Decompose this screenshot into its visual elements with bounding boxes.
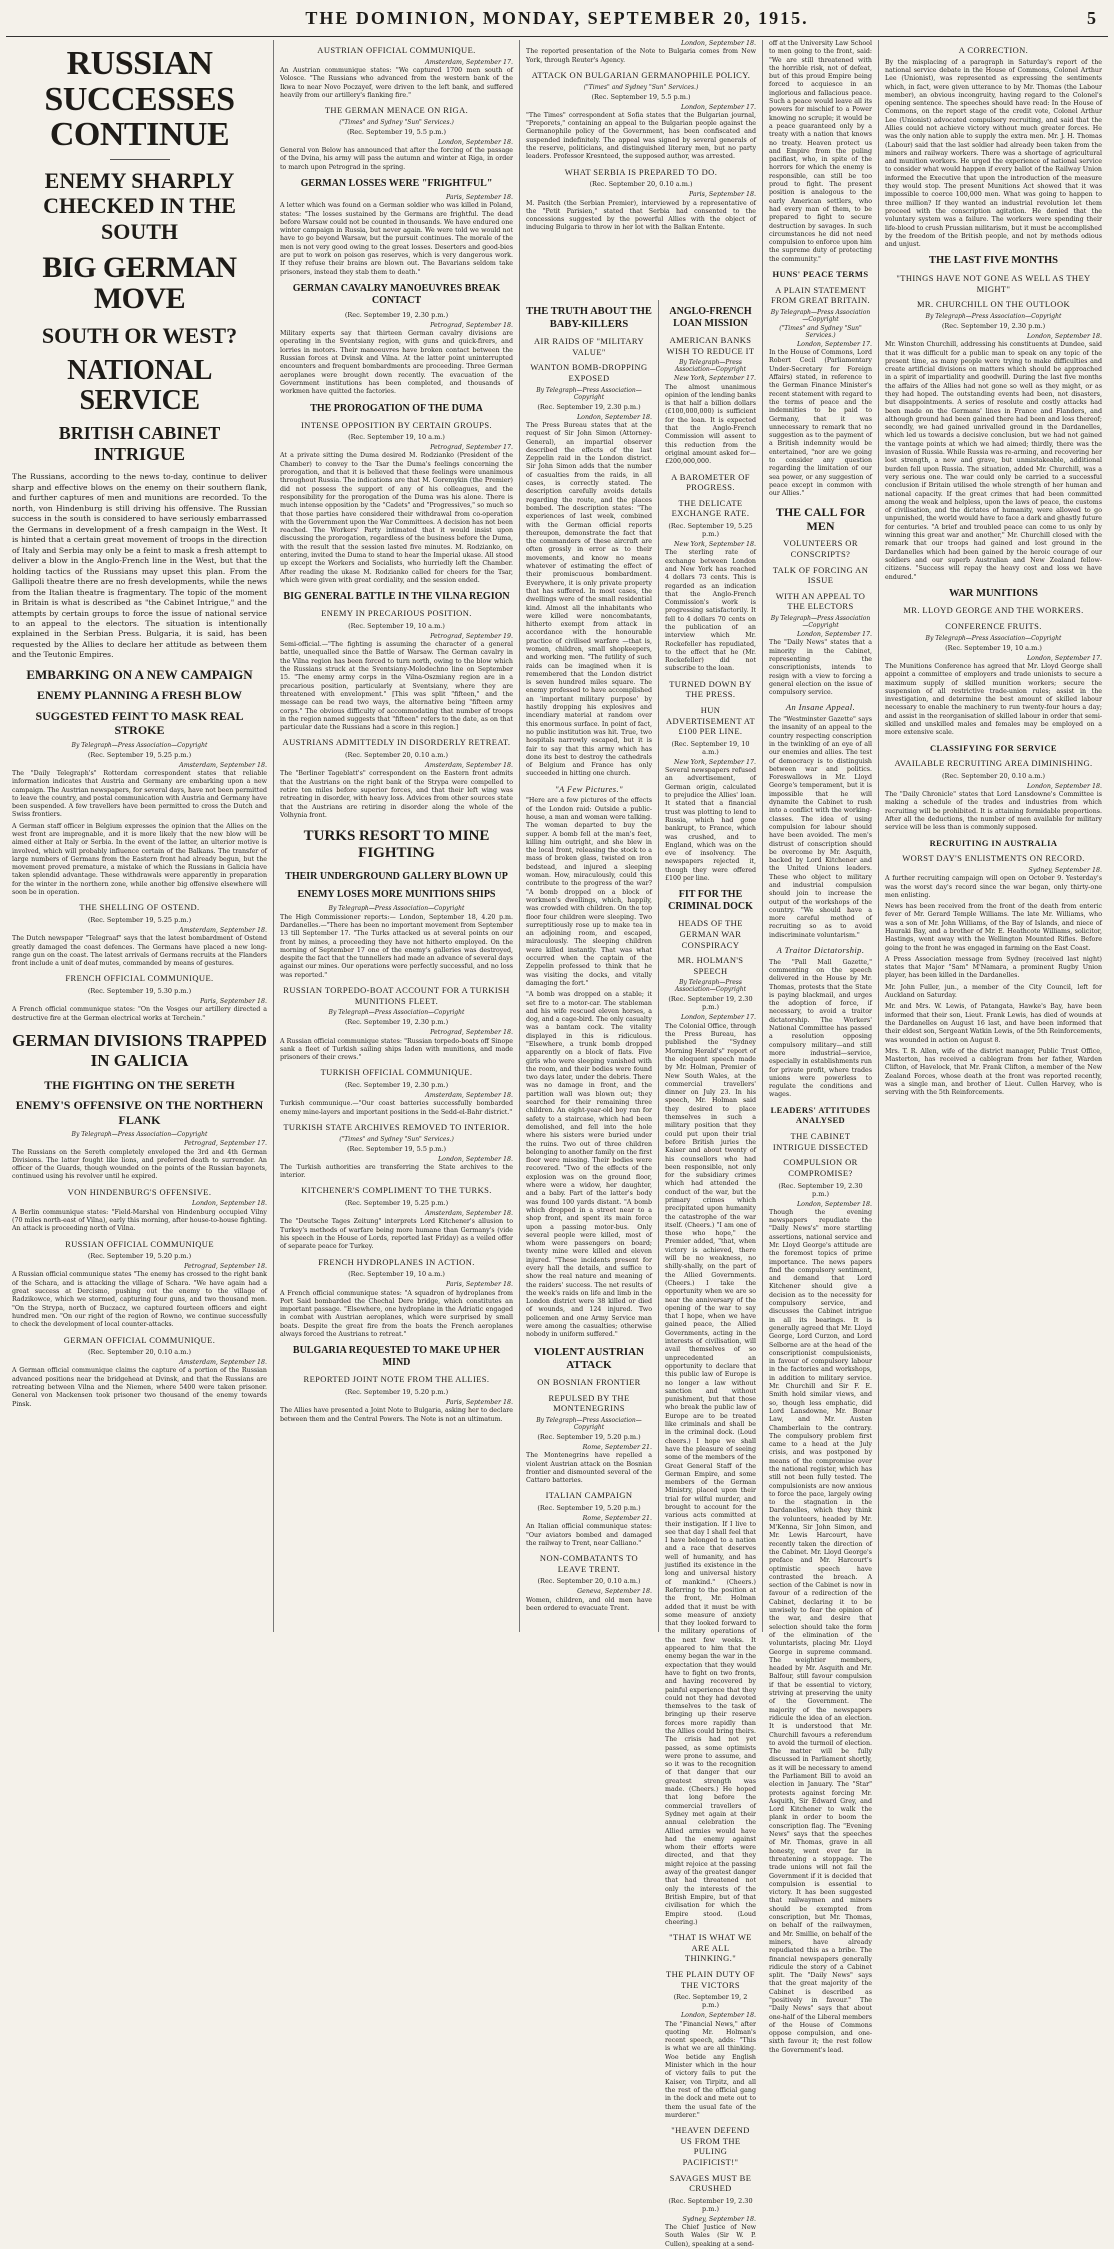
received-line: (Rec. September 19, 5.20 p.m.) xyxy=(537,1432,641,1441)
subheadline: HUN ADVERTISEMENT AT £100 PER LINE. xyxy=(665,705,756,737)
summary-paragraph: The Russians, according to the news to-day, continue to deliver sharp and effective blows on the enemy on their southern flank, and further captures of men and munitions are recorded. To the north, von Hindenburg is still driving his offensive. The Russian success in the south is considered to have seriously embarrassed the Germans in development of a fresh campaign in the West. It is hinted that a certain great movement of troops in the direction of Italy and Serbia may only be a feint to mask a fresh attempt to deliver a blow in the Anglo-French line in the West, but that the holding tactics of the Russians may upset this plan. From the Gallipoli theatre there are no fresh developments, while the news from the Italian theatre is fragmentary. The topic of the moment in Britain is what is described as "the Cabinet Intrigue," and the attempts by certain groups to force the issue of national service to an appeal to the electors. The situation is intentionally explained in the Serbian Press. Bulgaria, it is said, has been requested by the Allies to declare her attitude as between them and the Teutonic Empires. xyxy=(12,472,267,660)
subheadline: MR. LLOYD GEORGE AND THE WORKERS. xyxy=(903,605,1084,616)
paragraph: off at the University Law School to men going to the front, said: "We are still threatened with the horrible risk, not of defeat, but of this proud Empire being forced to acquiesce in an inglorious and fallacious peace. Such a peace would leave all its powers for mischief to a Power knowing no scruple; it would be a peace guaranteed only by a treaty with a nation that knows no treaty. Heaven protect us and Empire from the puling pacifiast, who, in spite of the horrors for which the enemy is responsible, can still be too proud to fight. The present position is analogous to the early American settlers, who had every man of them, to be prepared to fight to secure destruction by savages. In such circumstances he did not need compulsion to enforce upon him the supreme duty of protecting the community." xyxy=(769,40,872,263)
subheadline: MR. CHURCHILL ON THE OUTLOOK xyxy=(916,299,1071,310)
subheadline: ENEMY PLANNING A FRESH BLOW xyxy=(37,688,242,703)
headline: ANGLO-FRENCH LOAN MISSION xyxy=(669,306,752,329)
column-2 xyxy=(274,40,520,1632)
credit-line: By Telegraph—Press Association—Copyright xyxy=(925,312,1062,320)
paragraph: The "Berliner Tageblatt's" correspondent on the Eastern front admits that the Austrians on the right bank of the Strypa were compelled to retire ten miles before superior forces, and that their left wing was retreating in disorder, with heavy loss. Advices from other sources state that the Austrians are retiring in disorder along the whole of the Volhynia front. xyxy=(280,770,513,819)
dateline: London, September 18. xyxy=(1027,782,1102,790)
subheadline: CLASSIFYING FOR SERVICE xyxy=(930,742,1057,753)
received-line: (Rec. September 19, 2.30 p.m.) xyxy=(344,1081,449,1090)
received-line: (Rec. September 19, 5.20 p.m.) xyxy=(537,1504,641,1513)
headline: GERMAN CAVALRY MANOEUVRES BREAK CONTACT xyxy=(292,282,501,306)
credit-line: By Telegraph—Press Association—Copyright xyxy=(925,634,1062,642)
subheadline: THE FIGHTING ON THE SERETH xyxy=(44,1078,235,1093)
paragraph: A further recruiting campaign will open on October 9. Yesterday's was the worst day's record since the war began, only thirty-one men enlisting. xyxy=(885,875,1102,899)
received-line: (Rec. September 19, 5.25 p.m.) xyxy=(87,915,192,924)
subheadline: TURNED DOWN BY THE PRESS. xyxy=(669,678,752,700)
subheadline: WHAT SERBIA IS PREPARED TO DO. xyxy=(564,166,718,177)
paragraph: The "Financial News," after quoting Mr. Holman's recent speech, adds: "This is what we are all thinking. Woe betide any English Minister which in the hour of victory fails to put the Kaiser, von Tirpitz, and all the rest of the official gang in the dock and mete out to them the usual fate of the murderer." xyxy=(665,2020,756,2119)
dateline: Petrograd, September 18. xyxy=(430,321,513,329)
subheadline: ATTACK ON BULGARIAN GERMANOPHILE POLICY. xyxy=(531,69,751,80)
received-line: (Rec. September 19, 5.25 p.m.) xyxy=(87,750,192,759)
dateline: Paris, September 18. xyxy=(688,191,756,199)
headline: THE TRUTH ABOUT THE BABY-KILLERS xyxy=(526,306,652,330)
received-line: (Rec. September 19, 5.25 p.m.) xyxy=(344,1199,449,1208)
received-line: (Rec. September 19, 2.30 p.m.) xyxy=(344,1018,449,1027)
received-line: (Rec. September 19, 5.20 p.m.) xyxy=(87,1252,192,1261)
headline: SOUTH OR WEST? xyxy=(41,322,238,348)
subheadline: REPORTED JOINT NOTE FROM THE ALLIES. xyxy=(303,1374,490,1385)
paragraph: Military experts say that thirteen German cavalry divisions are operating in the Sventsiany region, with guns and quick-firers, and lorries in motors. Their manoeuvres have broken contact between the Russian forces at Dvinsk and Vilna. At the latter point uninterrupted encounters and frequent bombardments are proceeding. Three German aeroplanes were brought down recently. The evacuation of the Government institutions has been completed, and thousands of workmen have quitted the factories. xyxy=(280,330,513,396)
dateline: Paris, September 18. xyxy=(199,998,267,1006)
credit-line: By Telegraph—Press Association—Copyright xyxy=(71,1131,208,1139)
dateline: London, September 17. xyxy=(1027,654,1102,662)
subheadline: AUSTRIANS ADMITTEDLY IN DISORDERLY RETREAT. xyxy=(282,737,511,748)
dateline: New York, September 17. xyxy=(674,758,756,766)
dateline: Sydney, September 18. xyxy=(682,2215,756,2223)
credit-line: By Telegraph—Press Association—Copyright xyxy=(770,615,871,630)
subheadline: ON BOSNIAN FRONTIER xyxy=(537,1377,641,1388)
subheadline: AMERICAN BANKS WISH TO REDUCE IT xyxy=(666,335,755,356)
dateline: Petrograd, September 17. xyxy=(184,1140,267,1148)
paragraph: A German staff officer in Belgium expresses the opinion that the Allies on the west front are impregnable, and it is more likely that the new blow will be aimed either at Italy or Serbia. In the event of the latter, an ulterior motive is involved, which will probably influence certain of the Balkans. The transfer of large numbers of Germans from the Eastern front had already begun, but the movement proved premature, a mistake of which the Russians in Galicia have taken splendid advantage. These withdrawals were apparently in preparation for the winter in the northern zone, while another big offensive elsewhere will soon be in operation. xyxy=(12,822,267,897)
subheadline: GERMAN OFFICIAL COMMUNIQUE. xyxy=(63,1334,216,1345)
dateline: Amsterdam, September 17. xyxy=(425,58,513,66)
subheadline: ENEMY'S OFFENSIVE ON THE NORTHERN FLANK xyxy=(15,1098,264,1127)
headline: NATIONAL SERVICE xyxy=(67,355,212,416)
dateline: Petrograd, September 18. xyxy=(430,1029,513,1037)
subheadline: KITCHENER'S COMPLIMENT TO THE TURKS. xyxy=(301,1185,492,1196)
dateline: Paris, September 18. xyxy=(445,1281,513,1289)
column-3-4-top xyxy=(520,40,763,300)
subheadline: "HEAVEN DEFEND US FROM THE PULING PACIFICIST!" xyxy=(671,2125,750,2167)
paragraph: A French official communique states: "A squadron of hydroplanes from Port Said bombarded the Chechal Dere bridge, which constitutes an important passage. "Elsewhere, one hydroplane in the Adriatic engaged in combat with Austrian aeroplanes, which were surprised by small boats. Despite the great fire from the boats the French aeroplanes always forced the Austrians to retreat." xyxy=(280,1289,513,1338)
credit-line: ("Times" and Sydney "Sun" Services.) xyxy=(779,324,862,339)
subheadline: THE DELICATE EXCHANGE RATE. xyxy=(671,497,750,519)
dateline: Sydney, September 18. xyxy=(1028,866,1102,874)
paragraph: At a private sitting the Duma desired M. Rodzianko (President of the Chamber) to convey to the Tsar the Duma's feelings concerning the prorogation, and that it is believed that these feelings were unanimous throughout Russia. The indications are that M. Goremykin (the Premier) did not possess the support of any of his colleagues, and the responsibility for the prorogation of the Duma was his alone. There is much intense opposition by the "Cadets" and "Progressives," so much so that those parties have considered their withdrawal from co-operation with the Government upon the War Committees. A decision has not been reached. The Workers' Party intimated that it would insist upon discussing the prorogation, regardless of the business before the Duma, with the result that the session lasted five minutes. M. Rodzianko, on entering, invited the Duma to stand to hear the Imperial ukase. All stood up except the Workers and Socialists, who hurriedly left the Chamber. After reading the ukase M. Rodzianko called for cheers for the Tsar, which were given with great cordiality, and the session ended. xyxy=(280,452,513,584)
credit-line: By Telegraph—Press Association—Copyright xyxy=(71,741,208,749)
paragraph: Several newspapers refused an advertisement, of German origin, calculated to prejudice the Allies' loan. It stated that a financial trust was plotting to lend to Russia, which had gone bankrupt, to France, which was crushed, and to England, which was on the eve of insolvency. The newspapers rejected it, though they were offered £100 per line. xyxy=(665,767,756,883)
subheadline: AUSTRIAN OFFICIAL COMMUNIQUE. xyxy=(317,45,476,55)
paragraph: Turkish communique.—"Our coast batteries successfully bombarded enemy mine-layers and important positions in the Sedd-el-Bahr district." xyxy=(280,1100,513,1116)
subheadline: TALK OF FORCING AN ISSUE xyxy=(772,564,869,586)
dateline: London, September 18. xyxy=(577,413,652,421)
headline: RUSSIAN SUCCESSES CONTINUE xyxy=(44,45,235,154)
received-line: (Rec. September 20, 0.10 a.m.) xyxy=(345,751,448,760)
received-line: (Rec. September 19, 2.30 p.m.) xyxy=(537,402,641,411)
dateline: Amsterdam, September 18. xyxy=(425,1092,513,1100)
paragraph: Mr. Winston Churchill, addressing his constituents at Dundee, said that it was difficult for a public man to speak on any topic of the present time, as many people were trying to make difficulties and create artificial divisions on matters which should be approached in a spirit of impartiality and goodwill. During the last five months the affairs of the Allies had not gone so well as they might, or as they had hoped. The outstanding events had been, not disasters, but disappointments. A series of resolute and costly attacks had been made on the Germans' lines in France and Flanders, and although ground had been gained there had been and loss thereof; secondly, we had gained unrivalled ground in the Dardanelles, which led us towards a decisive conclusion, but we had not gained the vantage points at which we had aimed; thirdly, there was the invasion of Russia. While Russia was re-arming, and recovering her lost strength, a new and grave, but unmistakeable, additional burden fell upon Russia. The situation, added Mr. Churchill, was a very serious one. The war could only be carried to a successful conclusion if Britain utilised the whole strength of her human and national capacity. If the great crimes that had been committed among the weak and helpless, upon the laws of peace, the customs of civilisation, and the dictates of humanity, were allowed to go unpunished, the world would have to face a dark and ghastly future for centuries. "A brief and troubled peace can come to us only by winning this great war and another," Mr. Churchill closed with the remark that our troops had gained and lost ground in the Dardanelles which had been gained by the heroic courage of our soldiers and our superb Australian and New Zealand fellow-citizens. "Success will repay the heavy cost and loss we have endured." xyxy=(885,341,1102,581)
dateline: London, September 18. xyxy=(797,1200,872,1208)
received-line: (Rec. September 19, 2.30 p.m.) xyxy=(668,995,753,1012)
paragraph: The High Commissioner reports:— London, September 18, 4.20 p.m. Dardanelles.—"There has been no important movement from September 13 till September 17. "The Turks attacked us at several points on our front by mines, a proceeding they have not hitherto employed. On the morning of September 17 one of the enemy's galleries was destroyed, despite the fact that the tunnellers had made an advance of several days against our mines. Our operations were perfectly successful, and no loss was reported." xyxy=(280,913,513,979)
paragraph: The almost unanimous opinion of the lending banks is that half a billion dollars (£100,000,000) is sufficient for the loan. It is expected that the Anglo-French Commission will assent to this reduction from the original amount asked for—£200,000,000. xyxy=(665,383,757,466)
paragraph: The "Deutsche Tages Zeitung" interprets Lord Kitchener's allusion to Turkey's methods of warfare being more humane than Germany's (vide his speech in the House of Lords, reported last Friday) as a veiled offer of separate peace for Turkey. xyxy=(280,1218,513,1251)
subheadline: SAVAGES MUST BE CRUSHED xyxy=(669,2172,752,2194)
subheadline: WANTON BOMB-DROPPING EXPOSED xyxy=(530,362,648,384)
subheadline: VOLUNTEERS OR CONSCRIPTS? xyxy=(783,538,858,559)
paragraph: The Russians on the Sereth completely enveloped the 3rd and 4th German Divisions. The latter fought like lions, and preferred death to surrender. An officer of the Guards, though wounded on the points of the Russian bayonets, continued using his revolver until he expired. xyxy=(12,1148,267,1181)
dateline: Amsterdam, September 18. xyxy=(179,926,267,934)
received-line: (Rec. September 19, 2.30 p.m.) xyxy=(344,310,449,319)
received-line: (Rec. September 19, 2.30 p.m.) xyxy=(941,321,1046,330)
paragraph: M. Pasitch (the Serbian Premier), interviewed by a representative of the "Petit Parisien," stated that Serbia had consented to the concessions suggested by the powerful Allies with the object of inducing Bulgaria to throw in her lot with the Balkan Entente. xyxy=(526,199,756,232)
subheadline: AIR RAIDS OF "MILITARY VALUE" xyxy=(533,336,645,357)
subheadline: FRENCH OFFICIAL COMMUNIQUE. xyxy=(65,973,214,984)
received-line: (Rec. September 19, 2.30 p.m.) xyxy=(778,1181,863,1198)
column-6 xyxy=(879,40,1108,1632)
dateline: London, September 17. xyxy=(797,340,872,348)
paragraph: By the misplacing of a paragraph in Saturday's report of the national service debate in the House of Commons, Colonel Arthur Lee (Unionist), was represented as expressing the sentiments which, in fact, were given utterance to by Mr. Thomas (the Labour member), an obvious incongruity, having regard to the Colonel's opening sentence. The speeches should have read: In the House of Commons, on the report stage of the credit vote, Colonel Arthur Lee (Unionist) advocated compulsory recruiting, and said that the Allies could not achieve victory without much greater forces. He was the only nation able to supply the extra men. Mr. J. H. Thomas (Labour) said that the last soldier had already been taken from the miners and railway workers. There was a shortage of agricultural and munition workers. He urged the experience of national service to consider what would happen if every ballot of the Railway Union informed the Executive that upon the introduction of the measure they would stop. The present Munitions Act showed that it was impossible to coerce 100,000 men. What was going to happen to three million? If they wanted an industrial revolution let them proceed with the conscription agitation. He denied that the voluntary system was a failure. The workers were spending their life-blood to crush Prussian militarism, but it must be accomplished by the freedom of the British people, and not by methods odious and unjust. xyxy=(885,58,1102,249)
paragraph: "A bomb was dropped on a stable; it set fire to a motor-car. The stableman and his wife rescued eleven horses, a dog, and a cage-bird. The only casualty was a bantam cock. The vitality displayed in this is ridiculous. "Elsewhere, a trunk bomb dropped apparently on a block of flats. Five girls who were sleeping vanished with the room, and their bodies were found two days later, under the debris. There was no damage in front, and the partition wall was blown out; they searched for their remaining three children. An eight-year-old boy ran for safety to a staircase, which had been demolished, and fell into the hole where his sisters were buried under the ruins. Two out of three children belonging to another family on the first floor were missing. Their bodies were recovered. "Two of the effects of the explosion was on the ground floor, where were a widow, her daughter, and a baby. Part of the latter's body was found 100 yards distant. "A bomb which dropped in a street near to a shop front, and spent its main force upon a passing motor-bus. Only several people were killed, most of whom were passengers on board; twenty mine were killed and eleven injured. "These incidents present for every hall the details, and suffice to show the real nature and meaning of the raiders' success. The net results of the week's raids on life and limb in the London district were 38 killed or died of wounds, and 124 injured. Two policemen and one Army Service man were among the casualties; otherwise nobody in uniform suffered." xyxy=(526,991,652,1339)
column-1 xyxy=(6,40,274,1632)
headline: FIT FOR THE CRIMINAL DOCK xyxy=(668,889,753,913)
headline: BIG GENERAL BATTLE IN THE VILNA REGION xyxy=(283,591,510,603)
credit-line: By Telegraph—Press Association—Copyright xyxy=(674,979,747,994)
dateline: New York, September 18. xyxy=(674,541,756,549)
subheadline: "THAT IS WHAT WE ARE ALL THINKING." xyxy=(669,1932,752,1964)
paragraph: "The Times" correspondent at Sofia states that the Bulgarian journal, "Preporets," containing an appeal to the Bulgarian people against the Germanophile policy of the Government, has been confiscated and suspended indefinitely. The appeal was signed by several generals of the reserve, politicians, and distinguished literary men, but no party leaders. Professor Kresnteed, the supposed author, was arrested. xyxy=(526,111,756,161)
subheadline: HUNS' PEACE TERMS xyxy=(772,269,869,280)
paragraph: A Press Association message from Sydney (received last night) states that Major "Sam" M'Namara, a prominent Rugby Union player, has been killed in the Dardanelles. xyxy=(885,955,1102,980)
dateline: London, September 18. xyxy=(681,40,756,47)
subheadline: WITH AN APPEAL TO THE ELECTORS xyxy=(775,590,866,612)
paragraph: Mrs. T. R. Allen, wife of the district manager, Public Trust Office, Masterton, has received a cablegram from her father, Warden Clifton, of Havelock, that Mr. Frank Clifton, a member of the New Zealand Forces, whose death at the front was reported recently, was a single man, and brother of Lieut. Cullen Harvey, who is serving with the 5th Reinforcements. xyxy=(885,1047,1102,1097)
paragraph: An Austrian communique states: "We captured 1700 men south of Volosce. "The Russians who advanced from the western bank of the Ikwa to near Novo Poczayef, were driven to the left bank, and suffered heavily from our artillery's flanking fire." xyxy=(280,66,513,99)
headline: WAR MUNITIONS xyxy=(949,587,1038,599)
paragraph: An Italian official communique states: "Our aviators bombed and damaged the railway to Trent, near Calliano." xyxy=(526,1523,652,1547)
subheadline: THE PLAIN DUTY OF THE VICTORS xyxy=(666,1969,755,1990)
dateline: London, September 18. xyxy=(192,1200,267,1208)
subheadline: THEIR UNDERGROUND GALLERY BLOWN UP xyxy=(285,870,508,882)
paragraph: A letter which was found on a German soldier who was killed in Poland, states: "The losses sustained by the Germans are frightful. The dead before Warsaw could not be counted in thousands. We have endured one winter campaign in Russia, but never again. We were told we would not have to go beyond Warsaw, but the pursuit continues. The morale of the men is not very good owing to the great losses. Deserters and good-bies are put to work on poison gas reserves, which is very dangerous work. If they refuse their brains are blown out. The Bavarians seldom take prisoners, instead they stab them to death." xyxy=(280,202,513,276)
credit-line: By Telegraph—Press Association—Copyright xyxy=(536,1416,642,1431)
dateline: London, September 18. xyxy=(1027,332,1102,340)
headline: GERMAN LOSSES WERE "FRIGHTFUL" xyxy=(300,177,493,189)
subheadline: ENEMY LOSES MORE MUNITIONS SHIPS xyxy=(297,888,496,900)
received-line: (Rec. September 20, 0.10 a.m.) xyxy=(88,1348,191,1357)
headline: TURKS RESORT TO MINE FIGHTING xyxy=(303,828,490,862)
dateline: London, September 18. xyxy=(681,2012,756,2020)
divider xyxy=(110,159,170,160)
paragraph: The Press Bureau states that at the request of Sir John Simon (Attorney-General), an impartial observer described the effects of the last Zeppelin raid in the London district. Sir John Simon adds that the number of casualties from the raids, in all cases, is correctly stated. The description carefully avoids details regarding the route, and the places bombed. The description states: "The experiences of last week, combined with the German official reports thereupon, demonstrate the fact that the commanders of these aircraft are often grossly in error as to their movements, and know no means whatever of estimating the effect of their promiscuous bombardment. Everywhere, it is only private property that has suffered. In most cases, the dwellings were of the small residential kind. Almost all the inhabitants who were killed were noncombatants, hitherto exempt from attack in accordance with the honourable practice of civilised warfare —that is, women, children, small shopkeepers, and working men. "The futility of such raids can be imagined when it is remembered that the London district is seven hundred miles square. The enemy professed to have accomplished an 'important military purpose' by hastily dropping his explosives and incendiary material at random over this enormous surface. In point of fact, no public institution was hit. True, two hospitals narrowly escaped, but it is fair to say that this army which has done its best to destroy the cathedrals of Belgium and France has only succeeded in hitting one church. xyxy=(526,421,652,778)
subheadline: INTENSE OPPOSITION BY CERTAIN GROUPS. xyxy=(300,419,493,430)
subheadline: TURKISH OFFICIAL COMMUNIQUE. xyxy=(320,1067,473,1078)
paragraph: A Russian official communique states: "Russian torpedo-boats off Sinope sank a fleet of Turkish sailing ships laden with munitions, and made prisoners of their crews." xyxy=(280,1037,513,1062)
subheadline: A CORRECTION. xyxy=(958,45,1029,55)
dateline: Amsterdam, September 18. xyxy=(425,1210,513,1218)
received-line: (Rec. September 19, 5.5 p.m.) xyxy=(591,92,691,101)
dateline: London, September 17. xyxy=(681,1014,756,1022)
dateline: Geneva, September 18. xyxy=(577,1588,652,1596)
headline: ENEMY SHARPLY CHECKED IN THE SOUTH xyxy=(43,168,236,244)
paragraph: The sterling rate of exchange between London and New York has reached 4 dollars 73 cents. This is regarded as an indication that the Anglo-French Commission's work is progressing satisfactorily. It fell to 4 dollars 70 cents on the publication of an interview which Mr. Rockefeller has repudiated, to the effect that he (Mr. Rockefeller) did not subscribe to the loan. xyxy=(665,549,756,673)
credit-line: ("Times" and Sydney "Sun" Services.) xyxy=(339,1135,454,1143)
headline: GERMAN DIVISIONS TRAPPED IN GALICIA xyxy=(12,1030,267,1070)
subheadline: VON HINDENBURG'S OFFENSIVE. xyxy=(67,1186,212,1197)
credit-line: ("Times" and Sydney "Sun" Services.) xyxy=(583,83,699,91)
paragraph: Though the evening newspapers repudiate the "Daily News's" more startling assertions, national service and Mr. Lloyd George's attitude are the foremost topics of prime importance. The news papers find the compulsory sentiment, and demand that Lord Kitchener should give a decision as to the necessity for compulsory service, and discusses the Cabinet intrigue in all its bearings. It is generally agreed that Mr. Lloyd George, Lord Curzon, and Lord Selborne are at the head of the conscriptionist compulsionists, in favour of compulsory labour in the factories and workshops, in addition to military service. Mr. Churchill and Sir F. E. Smith hold similar views, and so, though less emphatic, did Lord Lansdowne, Mr. Bonar Law, and Mr. Austen Chamberlain to the contrary. The compulsory problem first came to a head at the July crisis, and was postponed by means of the compromise over the national register, which has still not been fully tested. The compulsionists are now anxious to force the pace, largely owing to the stagnation in the Dardanelles, which they think the volunteers, headed by Mr. M'Kenna, Sir John Simon, and Mr. Lewis Harcourt, have recently taken the direction of the Cabinet. Mr. Lloyd George's preface and Mr. Harcourt's optimistic speech have contrasted the breach. A section of the Cabinet is now in favour of a redirection of the Cabinet, declaring it to be unwisely to fear the opinion of the war, and desire that selection should take the form of the elimination of the voluntarists, placing Mr. Lloyd George in supreme command. The weightier members, headed by Mr. Asquith and Mr. Balfour, still favour compulsion if that be essential to victory, striving at preserving the unity of the Government. The majority of the newspapers ridicule the idea of an election. It is understood that Mr. Churchill favours a referendum to avoid the turmoil of election. The matter will be fully discussed in Parliament shortly, as it will be necessary to amend the Parliament Bill to avoid an election in January. The "Star" protests against forcing Mr. Asquith, Sir Edward Grey, and Lord Kitchener to walk the plank in order to boom the conscription flag. The "Evening News" says that the speeches of Mr. Thomas, grave in all honesty, went ever far in threatening a stoppage. The trade unions will not fail the Government if it is decided that compulsion is essential to victory. It has been suggested that railwaymen and miners should be exempted from conscription, but Mr. Thomas, on behalf of the railwaymen, and Mr. Smillie, on behalf of the miners, have already repudiated this as a bribe. The financial newspapers generally ridicule the story of a Cabinet split. The "Daily News" says that the great majority of the Cabinet is described as "positively in favour." The "Daily News" says that about one-half of the Liberal members of the House of Commons oppose compulsion, and one-sixth favour it; the rest follow the Government's lead. xyxy=(769,1208,872,2054)
paragraph: Women, children, and old men have been ordered to evacuate Trent. xyxy=(526,1596,652,1613)
paragraph: The "Daily News" states that a minority in the Cabinet, representing the conscriptionists, intends to resign with a view to forcing a general election on the issue of compulsory service. xyxy=(769,639,872,697)
headline: THE LAST FIVE MONTHS xyxy=(928,255,1059,267)
paragraph: Mr. John Fuller, jun., a member of the City Council, left for Auckland on Saturday. xyxy=(885,983,1102,1000)
paragraph: A Russian official communique states "The enemy has crossed to the right bank of the Schara, and is attacking the village of Schara. "We have again had a great success at Dercismo, pushing out the enemy to the village of Radzikowce, which we stormed, capturing four guns, and two thousand men. "On the Strypa, north of Buczacz, we captured fourteen officers and eight hundred men. "On our right of the region of Rowno, we continue successfully to check the development of local counter-attacks. xyxy=(12,1271,267,1329)
received-line: (Rec. September 19, 10 a.m.) xyxy=(348,621,445,630)
paragraph: "Here are a few pictures of the effects of the London raid: Outside a public-house, a man and woman were talking. The woman departed to buy the supper. A bomb fell at the man's feet, killing him outright, and she blew in the local front, releasing the stock to a mass of broken glass, twisted on iron bedstead, and injured a sleeping woman. How, miraculously, could this contribute to the progress of the war? "A bomb dropped on a block of workmen's dwellings, which, happily, was crowded with children. On the top floor four children were sleeping. Two surreptitiously rose up to make tea in an adjoining room, and escaped, miraculously. The sleeping children were killed instantly. That was what occurred when the captain of the Zeppelin professed to think that he was visiting the docks, and vitally damaging the fort." xyxy=(526,797,652,987)
credit-line: By Telegraph—Press Association—Copyright xyxy=(674,359,747,374)
received-line: (Rec. September 19, 5.25 p.m.) xyxy=(668,522,753,539)
dateline: Paris, September 18. xyxy=(445,193,513,201)
received-line: (Rec. September 20, 0.10 a.m.) xyxy=(589,180,693,189)
headline: BIG GERMAN MOVE xyxy=(42,250,237,316)
headline: EMBARKING ON A NEW CAMPAIGN xyxy=(26,666,253,682)
subheadline: CONFERENCE FRUITS. xyxy=(945,621,1042,632)
subheadline: COMPULSION OR COMPROMISE? xyxy=(783,1157,858,1178)
credit-line: By Telegraph—Press Association—Copyright xyxy=(536,386,642,401)
paragraph: A French official communique states: "On the Vosges our artillery directed a destructive fire at the German electrical works at Terchein." xyxy=(12,1006,267,1022)
received-line: (Rec. September 19, 5.5 p.m.) xyxy=(346,127,447,136)
received-line: (Rec. September 19, 10 a.m.) xyxy=(348,433,445,442)
subheadline: A Traitor Dictatorship. xyxy=(776,945,865,956)
headline: THE PROROGATION OF THE DUMA xyxy=(310,402,483,414)
subheadline: NON-COMBATANTS TO LEAVE TRENT. xyxy=(539,1553,639,1574)
paragraph: The Munitions Conference has agreed that Mr. Lloyd George shall appoint a committee of employers and trade unionists to secure a maximum supply of skilled munition workers; secure the suspension of all restrictive trade-union rules; assist in the investigation, and determine the best amount of skilled labour necessary to enable the machinery to run twenty-four hours a day; and assist in the reorganisation of skilled labour in order that semi-skilled and unskilled males and females may be employed on a more extensive scale. xyxy=(885,662,1102,737)
subheadline: ENEMY IN PRECARIOUS POSITION. xyxy=(321,608,472,619)
dateline: New York, September 17. xyxy=(674,375,756,383)
paragraph: The "Pall Mall Gazette," commenting on the speech delivered in the House by Mr. Thomas, protests that the State is paying blackmail, and urges the adoption of force, if necessary, to avoid a traitor dictatorship. The Workers' National Committee has passed a resolution opposing compulsory military—and still more industrial—service, especially in establishments run for private profit, where trades unions were powerless to regulate the conditions and wages. xyxy=(769,958,872,1099)
column-4 xyxy=(659,300,763,2248)
subheadline: TURKISH STATE ARCHIVES REMOVED TO INTERIOR. xyxy=(283,1121,510,1132)
received-line: (Rec. September 19, 5.30 p.m.) xyxy=(87,987,192,996)
subheadline: MR. HOLMAN'S SPEECH xyxy=(677,955,744,976)
dateline: Amsterdam, September 18. xyxy=(179,761,267,769)
masthead xyxy=(0,4,1114,42)
subheadline: REPULSED BY THE MONTENEGRINS xyxy=(548,1392,630,1414)
received-line: (Rec. September 19, 2.30 p.m.) xyxy=(668,2196,753,2213)
received-line: (Rec. September 19, 10 a.m.) xyxy=(945,643,1042,652)
headline: THE CALL FOR MEN xyxy=(775,504,866,533)
page-number: 5 xyxy=(1087,8,1096,28)
credit-line: By Telegraph—Press Association—Copyright xyxy=(328,1009,465,1017)
received-line: (Rec. September 20, 0.10 a.m.) xyxy=(537,1577,641,1586)
paragraph: The Chief Justice of New South Wales (Sir W. P. Cullen), speaking at a send- xyxy=(665,2224,756,2248)
subheadline: "THINGS HAVE NOT GONE AS WELL AS THEY MIGHT" xyxy=(896,273,1091,294)
subheadline: THE SHELLING OF OSTEND. xyxy=(79,902,200,913)
credit-line: By Telegraph—Press Association—Copyright xyxy=(328,904,465,912)
subheadline: An Insane Appeal. xyxy=(785,702,856,713)
received-line: (Rec. September 20, 0.10 a.m.) xyxy=(942,771,1045,780)
dateline: London, September 17. xyxy=(797,631,872,639)
credit-line: ("Times" and Sydney "Sun" Services.) xyxy=(339,118,454,126)
paragraph: Semi-official.—"The fighting is assuming the character of a general battle, unequalled since the Battle of Warsaw. The German cavalry in the Vilna region has been forced to turn north, owing to the blow which the Russians struck at the Sventsiany-Molodechno line on September 15. "The enemy army corps in the Vilna-Oszmiany region are in a precarious position, particularly at Sventsiany, where they are threatened with envelopment." [This was split "fifteen," and the message can be read two ways, the alternative being "fifteen army corps." The obvious difficulty of accommodating that number of troops in the region named suggests that "fifteen" refers to the date, as on that particular date the Russians had a score in this region.] xyxy=(280,641,513,732)
subheadline: A BAROMETER OF PROGRESS. xyxy=(671,471,750,493)
subheadline: FRENCH HYDROPLANES IN ACTION. xyxy=(318,1256,475,1267)
column-3 xyxy=(520,300,659,1632)
subheadline: RUSSIAN OFFICIAL COMMUNIQUE xyxy=(65,1238,214,1249)
subheadline: ITALIAN CAMPAIGN xyxy=(545,1490,633,1501)
paragraph: The Allies have presented a Joint Note to Bulgaria, asking her to declare between them and the Central Powers. The Note is not an ultimatum. xyxy=(280,1407,513,1423)
subheadline: LEADERS' ATTITUDES ANALYSED xyxy=(770,1104,871,1126)
paragraph: The Turkish authorities are transferring the State archives to the interior. xyxy=(280,1163,513,1180)
paragraph: In the House of Commons, Lord Robert Cecil (Parliamentary Under-Secretary for Foreign Affairs) stated, in reference to the German Finance Minister's recent statement with regard to the terms of peace and the indemnities to be paid to Germany, that it was unnecessary to remark that no suggestion as to the payment of a British indemnity would be entertained, "nor are we going to consider any question regarding the limitation of our sea power, or any suggestion of peace except in common with our Allies." xyxy=(769,349,872,498)
headline: BRITISH CABINET INTRIGUE xyxy=(58,423,221,464)
newspaper-title: THE DOMINION, MONDAY, SEPTEMBER 20, 1915. xyxy=(305,8,809,28)
received-line: (Rec. September 19, 5.5 p.m.) xyxy=(346,1144,447,1153)
received-line: (Rec. September 19, 10 a.m.) xyxy=(671,739,750,756)
subheadline: SUGGESTED FEINT TO MASK REAL STROKE xyxy=(35,708,244,738)
paragraph: The "Westminster Gazette" says the insanity of an appeal to the country respecting conscription in the twinkling of an eye of all our enemies and allies. The test of democracy is to distinguish between war and politics. Foreswallows in Mr. Lloyd George's temperament, but it is impossible that he will dynamite the Cabinet to rush into a conflict with the working-classes. The idea of using compulsion for labour should have been avoided. The men's distrust of conscription should be overcome by Mr. Asquith, backed by Lord Kitchener and the United Unions leaders. These who object to military and industrial compulsion should join to increase the output of the workshops of the country. "We should have a more careful method of recruiting so as to avoid indiscriminate voluntarism." xyxy=(769,716,872,939)
paragraph: The "Daily Telegraph's" Rotterdam correspondent states that reliable information indicates that Austria and Germany are embarking upon a new campaign. The Austrian newspapers, for several days, have not been permitted to leave the country, and postal communication with Austria and Germany have been suspended. A few travellers have been permitted to cross the Dutch and Swiss frontiers. xyxy=(12,769,267,819)
dateline: Amsterdam, September 18. xyxy=(425,762,513,770)
headline: VIOLENT AUSTRIAN ATTACK xyxy=(533,1345,645,1371)
masthead-rule xyxy=(6,36,1108,37)
received-line: (Rec. September 19, 2 p.m.) xyxy=(673,1993,748,2010)
paragraph: Mr. and Mrs. W. Lewis, of Patangata, Hawke's Bay, have been informed that their son, Lieut. Frank Lewis, has died of wounds at the Dardanelles on August 16 last, and have been informed that their eldest son, Sergeant Watkin Lewis, of the 5th Reinforcements, was wounded in action on August 8. xyxy=(885,1003,1102,1044)
paragraph: General von Below has announced that after the forcing of the passage of the Dvina, his army will pass the autumn and winter at Riga, in order to march upon Petrograd in the spring. xyxy=(280,147,513,171)
dateline: Rome, September 21. xyxy=(582,1443,652,1451)
paragraph: News has been received from the front of the death from enteric fever of Mr. Gerard Temple Williams. The late Mr. Williams, who was a son of Mr. John Williams, of the Bay of Islands, and niece of Hauraki Bay, and a brother of Mr. E. Heathcote Williams, solicitor, Hastings, went away with the Wellington Mounted Rifles. Before going to the front he was engaged in farming on the East Coast. xyxy=(885,903,1102,952)
subheadline: THE GERMAN MENACE ON RIGA. xyxy=(324,105,469,116)
subheadline: RUSSIAN TORPEDO-BOAT ACCOUNT FOR A TURKISH MUNITIONS FLEET. xyxy=(283,985,510,1006)
subheadline: HEADS OF THE GERMAN WAR CONSPIRACY xyxy=(678,918,743,950)
paragraph: A German official communique claims the capture of a portion of the Russian advanced positions near the bridgehead at Dvinsk, and that the Russians are retreating between Vilna and the Niemen, where 5400 were taken prisoner. General von Mackensen took prisoner two thousand of the enemy towards Pinsk. xyxy=(12,1367,267,1408)
subheadline: WORST DAY'S ENLISTMENTS ON RECORD. xyxy=(902,853,1085,864)
subheadline: "A Few Pictures." xyxy=(555,783,623,794)
dateline: Petrograd, September 18. xyxy=(184,1263,267,1271)
paragraph: The Montenegrins have repelled a violent Austrian attack on the Bosnian frontier and dismounted several of the Cattaro batteries. xyxy=(526,1452,652,1485)
paragraph: The Dutch newspaper "Telegraaf" says that the latest bombardment of Ostend greatly damaged the coast defences. The Germans have placed a new long-range gun on the coast. The latest arrivals of Germans recruits at the Flanders front include a unit of deaf mutes, commanded by means of gestures. xyxy=(12,935,267,968)
paragraph: A Berlin communique states: "Field-Marshal von Hindenburg occupied Vilny (70 miles north-east of Vilna), early this morning, after house-to-house fighting. An attack is proceeding north of Vilna. xyxy=(12,1208,267,1233)
headline: BULGARIA REQUESTED TO MAKE UP HER MIND xyxy=(292,1345,501,1369)
column-5 xyxy=(763,40,879,2054)
received-line: (Rec. September 19, 10 a.m.) xyxy=(348,1270,445,1279)
dateline: Paris, September 18. xyxy=(445,1398,513,1406)
received-line: (Rec. September 19, 5.20 p.m.) xyxy=(344,1387,449,1396)
dateline: Amsterdam, September 18. xyxy=(179,1359,267,1367)
subheadline: RECRUITING IN AUSTRALIA xyxy=(929,837,1058,848)
credit-line: By Telegraph—Press Association—Copyright xyxy=(770,308,871,323)
subheadline: AVAILABLE RECRUITING AREA DIMINISHING. xyxy=(894,758,1093,769)
subheadline: A PLAIN STATEMENT FROM GREAT BRITAIN. xyxy=(770,284,871,306)
subheadline: THE CABINET INTRIGUE DISSECTED xyxy=(772,1131,869,1152)
dateline: London, September 18. xyxy=(438,138,513,146)
paragraph: The reported presentation of the Note to Bulgaria comes from New York, through Reuter's Agency. xyxy=(526,48,756,64)
paragraph: The "Daily Chronicle" states that Lord Lansdowne's Committee is making a schedule of the trades and industries from which recruiting will be prohibited. It is attaining formidable proportions. After all the deductions, the number of men available for military service will be less than is commonly supposed. xyxy=(885,791,1102,832)
dateline: Petrograd, September 19. xyxy=(430,632,513,640)
dateline: London, September 17. xyxy=(681,103,756,111)
dateline: Petrograd, September 17. xyxy=(430,444,513,452)
dateline: London, September 18. xyxy=(438,1155,513,1163)
paragraph: The Colonial Office, through the Press Bureau, has published the "Sydney Morning Herald's" report of the eloquent speech made by Mr. Holman, Premier of New South Wales, at the commercial travellers' dinner on July 23. In his speech, Mr. Holman said they desired to place themselves in such a military position that they could put upon their trial before British juries the Kaiser and about twenty of his counsellors who had been responsible, not only for the subsidiary crimes which had attended the conduct of the war, but the primary crimes which precipitated upon humanity the catastrophe of the war itself. (Cheers.) "I am one of those who hope," the Premier added, "that, when victory is achieved, there will be no weakness, no shilly-shally, on the part of the Allied Governments. (Cheers.) I take the opportunity when we are so near the anniversary of the opening of the war to say that I hope, when we have gained peace, the Allied Governments, acting in the interests of civilisation, will avail themselves of so unprecedented an opportunity to declare that this public law of Europe is no longer a law without sanction and without punishment, but that those who break the public law of Europe are to be treated like criminals and shall be in the criminal dock. (Loud cheers.) I hope we shall have the pleasure of seeing some of the members of the Great General Staff of the German Empire, and some members of the German Ministry, placed upon their trial for wilful murder, and brought to account for the various acts committed at their instigation. If I live to see that day I shall feel that I have belonged to a nation and a race that deserves well of humanity, and has justified its existence in the long and universal history of mankind." (Cheers.) Referring to the position at the front, Mr. Holman added that it must be with some measure of anxiety that they looked forward to the military operations of the next few weeks. It appeared to him that the enemy began the war in the expectation that they would have to fight on two fronts, and having recovered by painful experience that they could not they had devoted themselves to the task of bringing up their reserve forces more rapidly than the Allies could bring theirs. The crisis had not yet passed, as some optimists were prone to assume, and so it was to the recognition of that danger that our greatest strength was made. (Cheers.) He hoped that long before the commercial travellers of Sydney met again at their annual celebration the Allied armies would have had the enemy against whom their efforts were directed, and that they might rejoice at the passing away of the greatest danger that had threatened not only the interests of the British Empire, but of that civilisation for which the Empire stood. (Loud cheering.) xyxy=(665,1022,756,1926)
dateline: Rome, September 21. xyxy=(582,1515,652,1523)
